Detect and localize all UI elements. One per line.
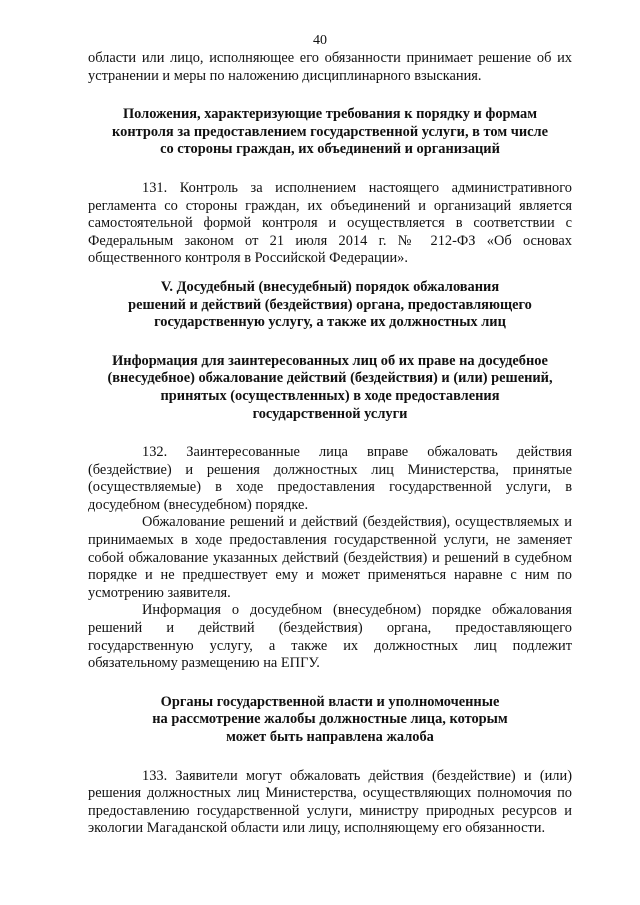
heading-authorities (88, 694, 572, 747)
heading-line: Органы государственной власти и уполномоченные (160, 693, 500, 710)
heading-control-requirements (88, 106, 572, 159)
heading-line: V. Досудебный (внесудебный) порядок обжалования (160, 278, 500, 295)
heading-line: принятых (осуществленных) в ходе предоставления (160, 387, 500, 404)
heading-appeal-information (88, 353, 572, 423)
heading-line: Информация для заинтересованных лиц об их праве на досудебное (112, 352, 548, 369)
heading-line: решений и действий (бездействия) органа, предоставляющего (128, 296, 532, 313)
paragraph-continuation: области или лицо, исполняющее его обязанности принимает решение об их устранении и меры по наложению дисциплинарного взыскания. (88, 50, 572, 84)
heading-line: государственной услуги (252, 405, 408, 422)
heading-section-v (88, 279, 572, 332)
paragraph-appeal: Обжалование решений и действий (бездействия), осуществляемых и принимаемых в ходе предоставления государственной услуги, не заменяет собой обжалование указанных действий (бездействия) и решений в судебном порядке и не предшествует ему и может применяться наравне с ним по усмотрению заявителя. (88, 514, 572, 601)
heading-line: может быть направлена жалоба (226, 729, 434, 745)
paragraph-133: 133. Заявители могут обжаловать действия (бездействие) и (или) решения должностных лиц Министерства, осуществляющих полномочия по предоставлению государственной услуги, министру природных ресурсов и экологии Магаданской области или лицу, исполняющему его обязанности. (88, 767, 572, 837)
paragraph-132: 132. Заинтересованные лица вправе обжаловать действия (бездействие) и решения должностных лиц Министерства, принятые (осуществляемые) в ходе предоставления государственной услуги, в досудебном (внесудебном) порядке. (88, 444, 572, 513)
page-number: 40 (313, 33, 327, 48)
document-body (88, 50, 572, 838)
paragraph-131: 131. Контроль за исполнением настоящего административного регламента со стороны граждан, их объединений и организаций является самостоятельной формой контроля и осуществляется в соответствии с Федеральным законом от 21 июля 2014 г. № 212-ФЗ «Об основах общественного контроля в Российской Федерации». (88, 179, 572, 267)
heading-line: (внесудебное) обжалование действий (бездействия) и (или) решений, (107, 370, 553, 387)
heading-line: государственную услугу, а также их должностных лиц (154, 314, 506, 331)
paragraph-info-epgu: Информация о досудебном (внесудебном) порядке обжалования решений и действий (бездействия) органа, предоставляющего государственную услугу, а также их должностных лиц подлежит обязательному размещению на ЕПГУ. (88, 602, 572, 672)
heading-line: на рассмотрение жалобы должностные лица, которым (152, 711, 508, 728)
heading-line: Положения, характеризующие требования к порядку и формам (122, 106, 538, 123)
heading-line: контроля за предоставлением государственной услуги, в том числе (112, 123, 548, 140)
heading-line: со стороны граждан, их объединений и организаций (160, 141, 500, 158)
